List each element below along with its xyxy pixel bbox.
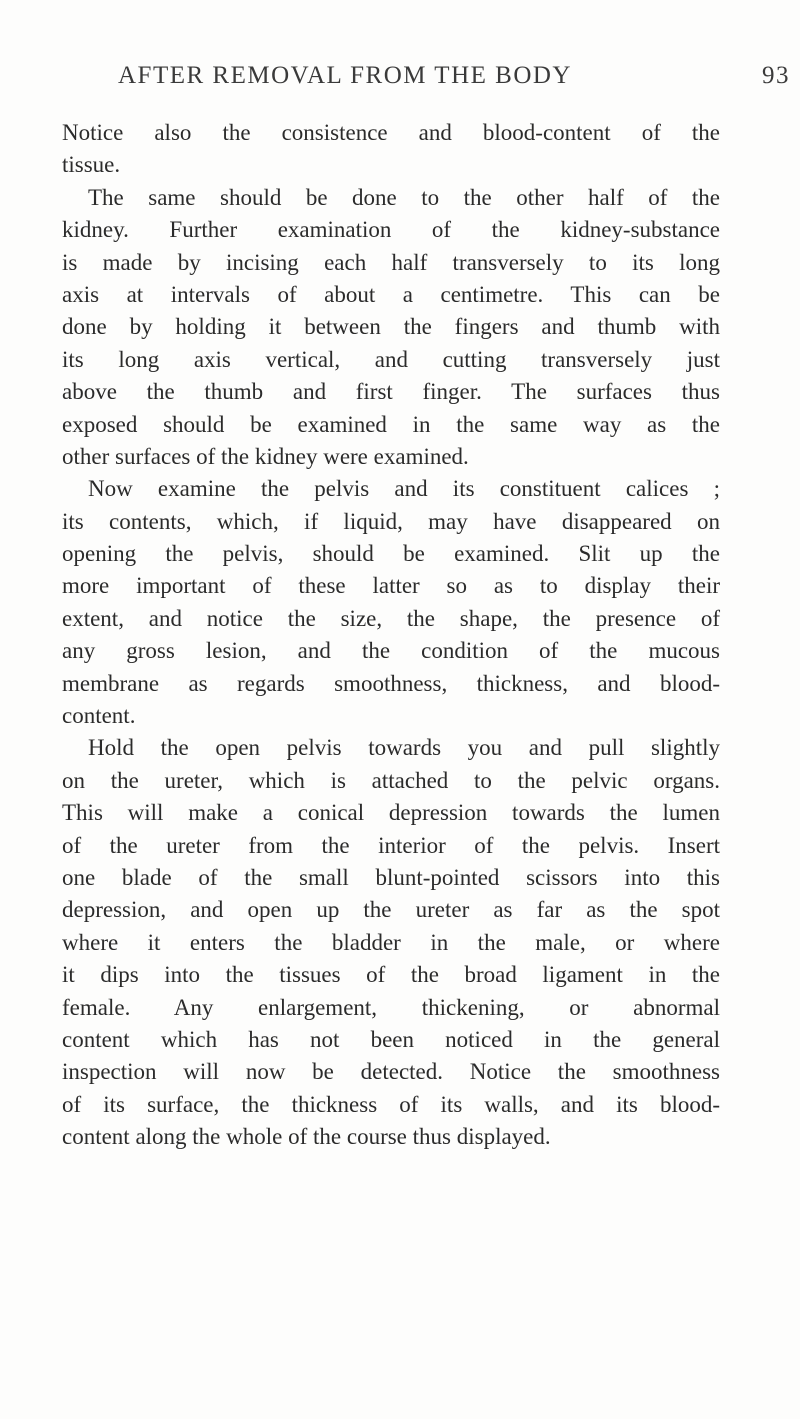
text-line: kidney. Further examination of the kidney-substance <box>62 217 720 243</box>
text-line: This will make a conical depression towards the lumen <box>62 800 720 826</box>
text-line: opening the pelvis, should be examined. Slit up the <box>62 541 720 567</box>
running-head-title: AFTER REMOVAL FROM THE BODY <box>118 62 572 89</box>
text-line: The same should be done to the other half of the <box>88 184 720 210</box>
text-line: exposed should be examined in the same way as the <box>62 411 720 437</box>
text-line: other surfaces of the kidney were examined. <box>62 443 469 469</box>
text-line: tissue. <box>62 152 121 178</box>
text-line: Now examine the pelvis and its constituent calices ; <box>88 476 720 502</box>
text-line: depression, and open up the ureter as far as the spot <box>62 897 720 923</box>
text-line: where it enters the bladder in the male, or where <box>62 929 720 955</box>
text-line: done by holding it between the fingers and thumb with <box>62 314 720 340</box>
text-line: of the ureter from the interior of the pelvis. Insert <box>62 832 720 858</box>
text-line: its contents, which, if liquid, may have disappeared on <box>62 508 720 534</box>
text-line: is made by incising each half transversely to its long <box>62 249 720 275</box>
text-line: content which has not been noticed in the general <box>62 1026 720 1052</box>
text-line: Notice also the consistence and blood-content of the <box>62 120 720 145</box>
text-line: female. Any enlargement, thickening, or abnormal <box>62 994 720 1020</box>
text-line: inspection will now be detected. Notice the smoothness <box>62 1059 720 1085</box>
text-line: it dips into the tissues of the broad ligament in the <box>62 962 720 988</box>
text-line: above the thumb and first finger. The surfaces thus <box>62 379 720 405</box>
text-line: any gross lesion, and the condition of the mucous <box>62 638 720 664</box>
text-line: extent, and notice the size, the shape, the presence of <box>62 605 720 631</box>
text-line: more important of these latter so as to display their <box>62 573 720 599</box>
text-line: axis at intervals of about a centimetre. This can be <box>62 281 720 307</box>
text-line: membrane as regards smoothness, thickness, and blood- <box>62 670 720 696</box>
page-number: 93 <box>762 62 790 89</box>
text-line: content along the whole of the course thus displayed. <box>62 1124 551 1150</box>
text-line: content. <box>62 703 136 729</box>
text-line: one blade of the small blunt-pointed scissors into this <box>62 864 720 890</box>
running-head <box>118 62 790 94</box>
body-text <box>62 117 720 1154</box>
text-line: Hold the open pelvis towards you and pull slightly <box>88 735 720 761</box>
text-line: of its surface, the thickness of its walls, and its blood- <box>62 1091 720 1117</box>
text-line: on the ureter, which is attached to the pelvic organs. <box>62 767 720 793</box>
text-line: its long axis vertical, and cutting transversely just <box>62 346 720 372</box>
